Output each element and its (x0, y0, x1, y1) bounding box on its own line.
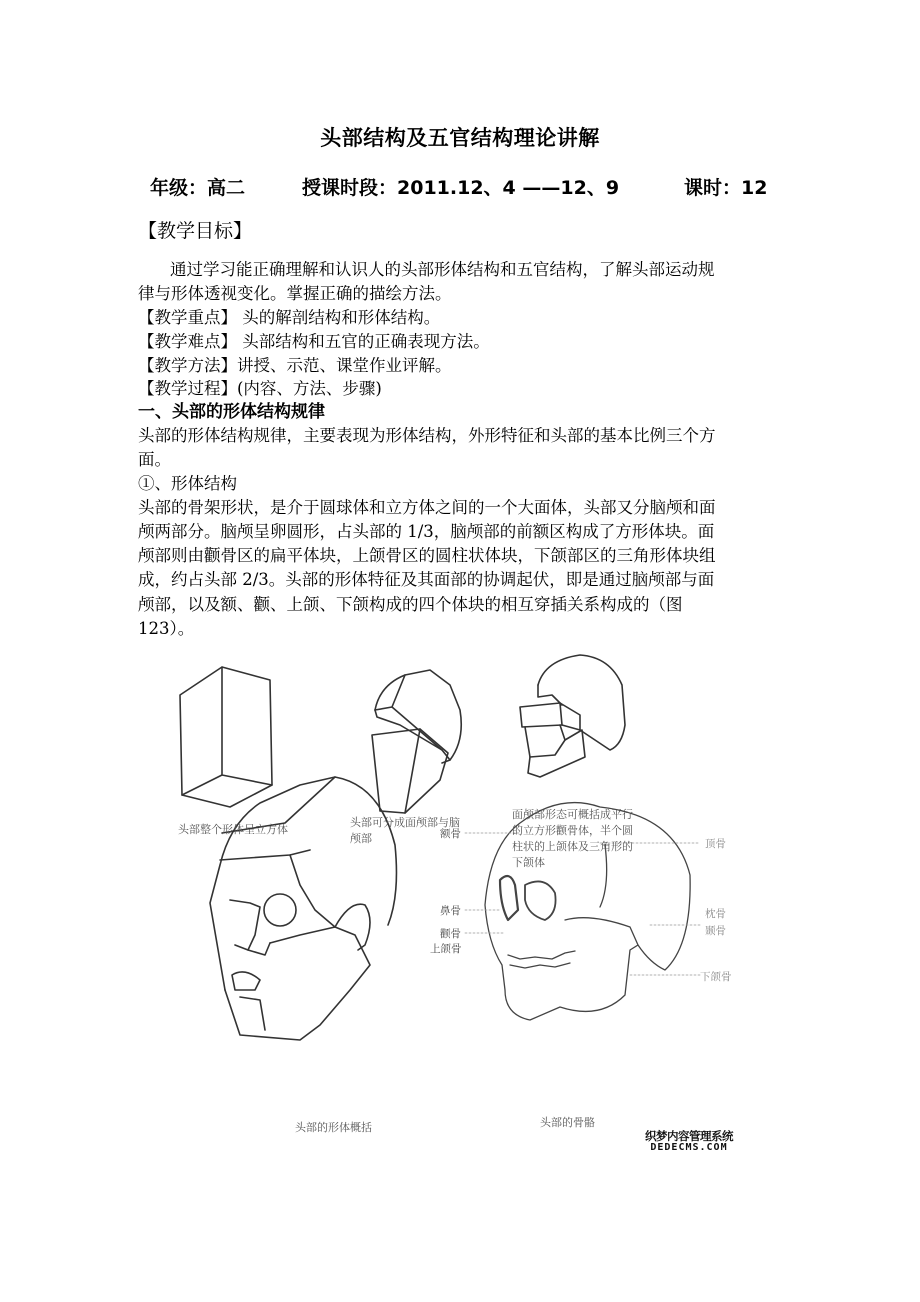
objective-text-line-1: 通过学习能正确理解和认识人的头部形体结构和五官结构，了解头部运动规 (170, 260, 715, 279)
section-1-body-line-5: 颅部，以及额、颧、上颌、下颌构成的四个体块的相互穿插关系构成的（图 (138, 595, 683, 614)
watermark-line-2: DEDECMS.COM (650, 1142, 728, 1153)
section-1-intro-line-1: 头部的形体结构规律，主要表现为形体结构，外形特征和头部的基本比例三个方 (138, 426, 716, 445)
section-1-body-line-1: 头部的骨架形状，是介于圆球体和立方体之间的一个大面体，头部又分脑颅和面 (138, 498, 716, 517)
watermark-line-1: 织梦内容管理系统 (645, 1129, 733, 1143)
section-1-heading: 一、头部的形体结构规律 (138, 402, 325, 422)
difficulties: 【教学难点】 头部结构和五官的正确表现方法。 (138, 332, 490, 351)
caption-blocks-line-4: 下颌体 (512, 856, 545, 869)
skull-label-nasal: 鼻骨 (440, 905, 461, 917)
section-1-body-line-6: 123）。 (138, 619, 195, 638)
skull-label-mandible: 下颌骨 (700, 971, 732, 983)
caption-blocks-line-3: 柱状的上颌体及三角形的 (512, 840, 633, 853)
caption-cube: 头部整个形体呈立方体 (178, 823, 288, 836)
teaching-process: 【教学过程】(内容、方法、步骤) (138, 379, 382, 398)
caption-split-line-1: 头部可分成面颅部与脑 (350, 816, 460, 829)
head-structure-figure (160, 645, 760, 1165)
skull-label-frontal: 额骨 (440, 828, 461, 840)
caption-skull: 头部的骨骼 (540, 1116, 595, 1129)
hours-label: 课时：12 (684, 177, 768, 199)
skull-label-maxilla: 上颌骨 (430, 943, 462, 955)
section-1-intro-line-2: 面。 (138, 450, 171, 469)
objective-text-line-2: 律与形体透视变化。掌握正确的描绘方法。 (138, 284, 452, 303)
skull-label-temporal: 颞骨 (705, 925, 726, 937)
section-1-body-line-3: 颅部则由颧骨区的扁平体块，上颌骨区的圆柱状体块，下颌部区的三角形体块组 (138, 546, 716, 565)
skull-label-occipital: 枕骨 (705, 908, 726, 920)
caption-split-line-2: 颅部 (350, 832, 372, 845)
split-head-drawing (372, 670, 461, 813)
teaching-methods: 【教学方法】讲授、示范、课堂作业评解。 (138, 356, 452, 375)
page-title: 头部结构及五官结构理论讲解 (320, 126, 600, 150)
caption-blocks-line-2: 的立方形颧骨体，半个圆 (512, 824, 633, 837)
watermark (637, 1128, 741, 1153)
section-1-body-line-2: 颅两部分。脑颅呈卵圆形，占头部的 1/3，脑颅部的前额区构成了方形体块。面 (138, 522, 715, 541)
caption-planes: 头部的形体概括 (295, 1121, 372, 1134)
key-points: 【教学重点】 头的解剖结构和形体结构。 (138, 308, 441, 327)
objective-heading: 【教学目标】 (138, 220, 253, 242)
caption-blocks-line-1: 面颅部形态可概括成平行 (512, 808, 633, 821)
skull-label-parietal: 顶骨 (705, 838, 726, 850)
skull-label-zygomatic: 颧骨 (440, 928, 461, 940)
section-1-body-line-4: 成，约占头部 2/3。头部的形体特征及其面部的协调起伏，即是通过脑颅部与面 (138, 570, 715, 589)
grade-label: 年级：高二 (150, 177, 246, 199)
section-1-subheading: ①、形体结构 (138, 474, 237, 493)
cube-drawing (180, 667, 272, 807)
block-head-drawing (520, 655, 625, 777)
period-label: 授课时段：2011.12、4 ——12、9 (302, 177, 620, 199)
